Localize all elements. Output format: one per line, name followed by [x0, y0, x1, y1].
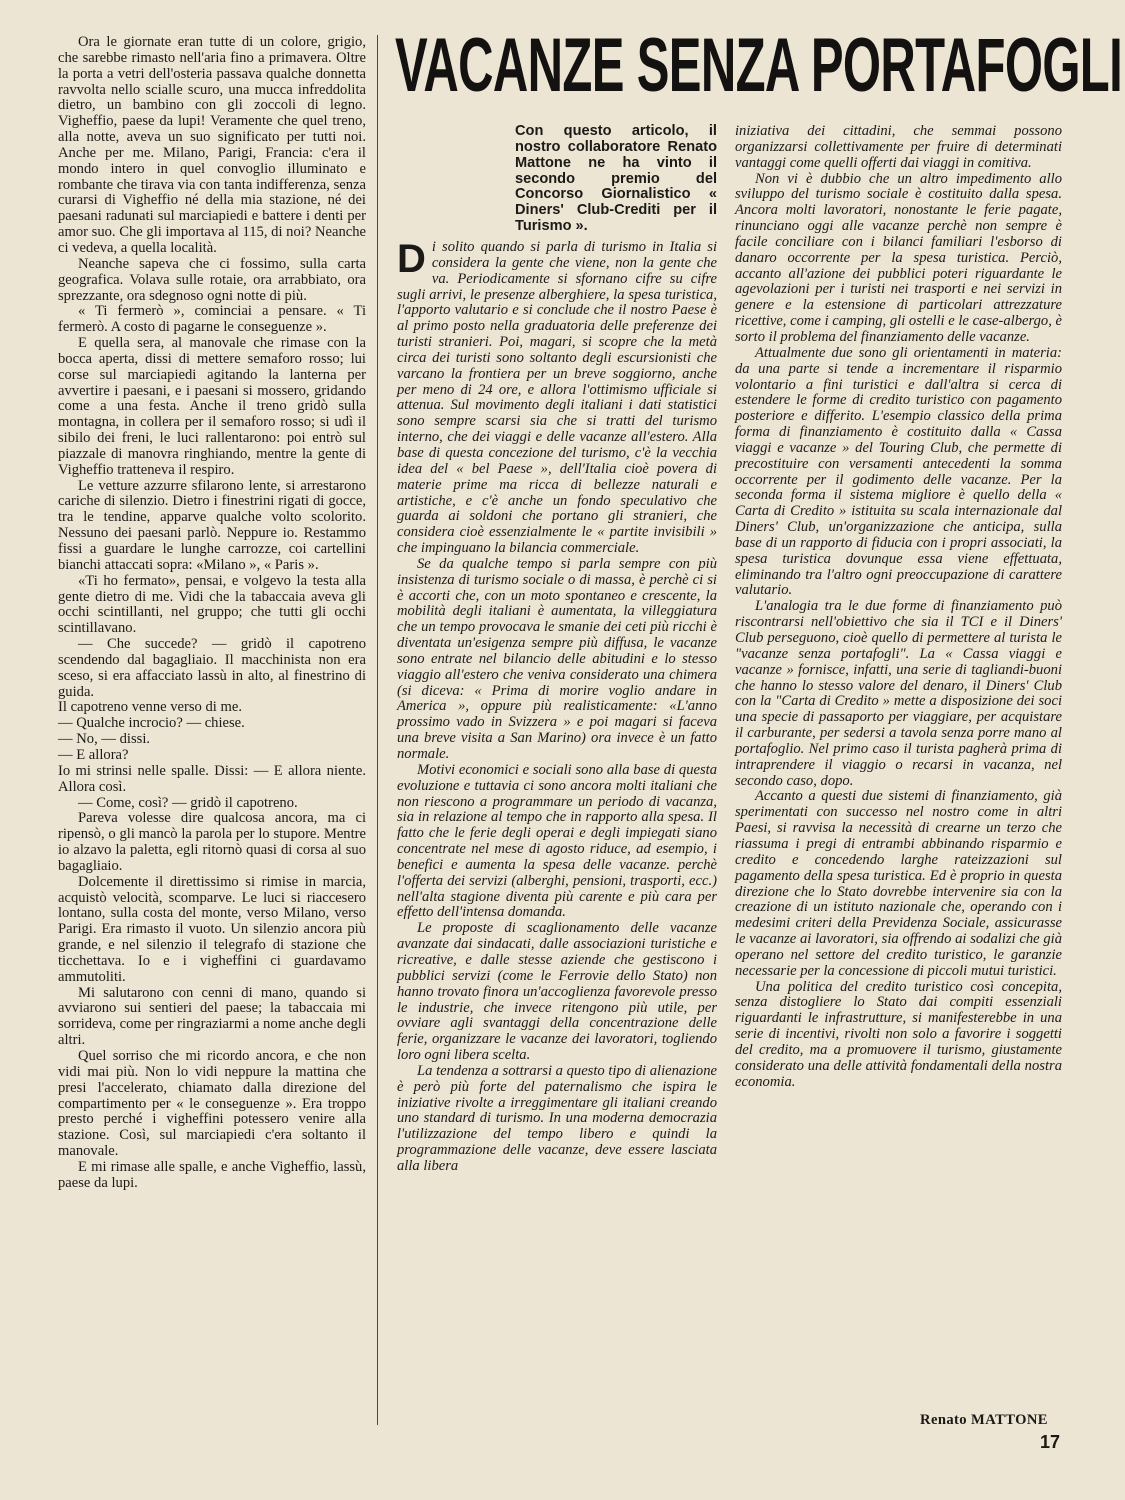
story-paragraph: — No, — dissi. [58, 731, 151, 748]
article-paragraph: Attualmente due sono gli orientamenti in materia: da una parte si tende a incrementare il risparmio volontario a fini turistici e dall'altra si cerca di estendere le forme di credito turistico con pagamento posteriore e differito. L'esempio classico della prima forma di finanziamento è costituito dalla « Cassa viaggi e vacanze » del Touring Club, che permette di precostituire con versamenti antecedenti la somma occorrente per il godimento delle vacanze. Per la seconda forma il sistema migliore è quello della « Carta di Credito » istituita su scala internazionale dal Diners' Club, un'organizzazione che anticipa, sulla base di un rapporto di fiducia con i propri associati, la spesa turistica dovunque essa viene effettuata, eliminando tra l'altro ogni preoccupazione di carattere valutario. [735, 344, 1062, 599]
article-paragraph: Motivi economici e sociali sono alla base di questa evoluzione e tuttavia ci sono ancora molti italiani che non riescono a programmare un periodo di vacanza, sia in relazione al tempo che in rapporto alla spesa. Il fatto che le ferie degli operai e degli impiegati siano concentrate nel mese di agosto riduce, ad esempio, i benefici e aumenta la spesa delle vacanze. perchè l'offerta dei servizi (alberghi, pensioni, trasporti, ecc.) nell'alta stagione diventa più carente e più cara per effetto dell'intensa domanda. [397, 761, 717, 921]
article-paragraph: Accanto a questi due sistemi di finanziamento, già sperimentati con successo nel nostro come in altri Paesi, si ravvisa la necessità di crearne un terzo che riassuma i pregi di entrambi abbinando risparmio e credito e concedendo larghe rateizzazioni sul pagamento della spesa turistica. Ed è proprio in questa direzione che lo Stato dovrebbe intervenire sia con la creazione di un istituto nazionale che, operando con i medesimi criteri della Previdenza Sociale, assicurasse le vacanze ai lavoratori, sia offrendo ai sodalizi che già operano nel settore del credito turistico, le garanzie necessarie per la concessione di piccoli mutui turistici. [735, 788, 1062, 979]
story-paragraph: Le vetture azzurre sfilarono lente, si arrestarono cariche di silenzio. Dietro i finestrini rigati di gocce, tra le tendine, apparve qualche volto scolorito. Nessuno dei paesani parlò. Neppure io. Restammo fissi a guardare le lunghe carrozze, coi cartellini bianchi attaccati sopra: «Milano », « Paris ». [58, 477, 366, 573]
article-paragraph: Se da qualche tempo si parla sempre con più insistenza di turismo sociale o di massa, è perchè ci si è accorti che, con un moto spontaneo e crescente, la mobilità degli italiani è aumentata, la villeggiatura che un tempo provocava le smanie dei ceti più ricchi è diventata un'esigenza sempre più diffusa, le vacanze sono entrate nel bilancio delle abitudini e lo stesso viaggio all'estero che veniva considerato una chimera (si diceva: « Prima di morire voglio andare in America », oppure più realisticamente: «L'anno prossimo vado in Svizzera » e poi magari si faceva una breve visita a San Marino) ora invece è un fatto normale. [397, 555, 717, 762]
article-paragraph: Una politica del credito turistico così concepita, senza distogliere lo Stato dai compiti essenziali riguardanti le infrastrutture, si manifesterebbe in una serie di incentivi, rivolti non solo a favorire i soggetti del credito, ma a promuovere il turismo, giustamente considerato una delle attività fondamentali della nostra economia. [735, 978, 1062, 1090]
author-signature: Renato MATTONE [920, 1412, 1048, 1428]
drop-cap: D [397, 237, 426, 281]
column-divider [377, 35, 378, 1425]
story-paragraph: Il capotreno venne verso di me. [58, 699, 242, 716]
article-paragraph: L'analogia tra le due forme di finanziamento può riscontrarsi nell'obiettivo che sia il TCI e il Diners' Club perseguono, cioè quello di permettere al turista le "vacanze senza portafogli". La « Cassa viaggi e vacanze » fornisce, infatti, una serie di tagliandi-buoni che hanno lo stesso valore del denaro, il Diners' Club con la "Carta di Credito » mette a disposizione dei soci una specie di passaporto per viaggiare, per acquistare il carburante, per sedersi a tavola senza porre mano al portafoglio. Nel primo caso il turista pagherà prima di intraprendere il viaggio o recarsi in vacanza, nel secondo caso, dopo. [735, 598, 1062, 789]
story-paragraph: Quel sorriso che mi ricordo ancora, e che non vidi mai più. Non lo vidi neppure la mattina che presi l'accelerato, chiamato dalla direzione del compartimento per « le conseguenze ». Era troppo presto perché i vigheffini potessero venire alla stazione. Così, sul marciapiedi c'era soltanto il manovale. [58, 1048, 366, 1160]
article-paragraph: Le proposte di scaglionamento delle vacanze avanzate dai sindacati, dalle associazioni turistiche e ricreative, e dalle stesse aziende che gestiscono i pubblici servizi (come le Ferrovie dello Stato) non hanno trovato finora un'accoglienza favorevole presso le industrie, che invece ritengono più utile, per ovviare agli svantaggi della concentrazione delle ferie, organizzare le vacanze dei lavoratori, togliendo loro ogni libera scelta. [397, 920, 717, 1064]
story-paragraph: — Qualche incrocio? — chiese. [58, 715, 245, 732]
story-paragraph: — E allora? [58, 746, 129, 763]
article-headline: VACANZE SENZA PORTAFOGLI [395, 23, 1123, 108]
story-paragraph: Io mi strinsi nelle spalle. Dissi: — E allora niente. Allora così. [58, 762, 366, 795]
story-paragraph: Pareva volesse dire qualcosa ancora, ma ci ripensò, o gli mancò la parola per lo stupore. Mentre io alzavo la paletta, egli ritornò quasi di corsa al suo bagagliaio. [58, 810, 366, 874]
story-paragraph: E quella sera, al manovale che rimase con la bocca aperta, dissi di mettere semaforo rosso; lui corse sul marciapiedi agitando la lanterna per avvertire i paesani, e i paesani si mossero, gridando come a una festa. Anche il treno gridò sulla montagna, in collera per il semaforo rosso; si udì il sibilo dei freni, le luci rallentarono: poi entrò sul piazzale di manovra ringhiando, mentre la gente di Vigheffio tratteneva il respiro. [58, 335, 366, 478]
article-paragraph [397, 237, 717, 557]
story-paragraph: «Ti ho fermato», pensai, e volgevo la testa alla gente dietro di me. Vidi che la tabaccaia aveva gli occhi scintillanti, nel gruppo; che tutti gli occhi scintillavano. [58, 572, 366, 637]
story-paragraph: « Ti fermerò », cominciai a pensare. « Ti fermerò. A costo di pagarne le conseguenze ». [58, 303, 366, 336]
article-column-middle [397, 237, 717, 1175]
story-paragraph: E mi rimase alle spalle, e anche Vigheffio, lassù, paese da lupi. [58, 1158, 366, 1191]
page-number: 17 [1040, 1432, 1061, 1452]
story-paragraph: — Che succede? — gridò il capotreno scendendo dal bagagliaio. Il macchinista non era sceso, si era affacciato lassù in alto, al finestrino di guida. [58, 636, 366, 700]
article-column-right [735, 124, 1062, 1090]
story-paragraph: Ora le giornate eran tutte di un colore, grigio, che sarebbe rimasto nell'aria fino a primavera. Oltre la porta a vetri dell'osteria passava qualche donnetta ravvolta nello scialle scuro, una mucca infreddolita dietro, un bambino con gli zoccoli di legno. Vigheffio, paese da lupi! Veramente che quel treno, alla notte, aveva un suo significato per tutti noi. Anche per me. Milano, Parigi, Francia: c'era il mondo intero in quel convoglio illuminato e rombante che tirava via con tanta indifferenza, senza curarsi di Vigheffio né della mia stazione, né dei paesani radunati sul marciapiedi e battere i denti per amor suo. Che gli importava al 115, di noi? Neanche ci vedeva, a quella località. [58, 34, 366, 256]
article-paragraph: Non vi è dubbio che un altro impedimento allo sviluppo del turismo sociale è costituito dalla spesa. Ancora molti lavoratori, nonostante le ferie pagate, rinunciano oggi alle vacanze perchè non sempre è facile conciliare con i bilanci familiari l'esborso di danaro occorrente per la spesa turistica. Perciò, accanto all'azione dei pubblici poteri riguardante le agevolazioni per i turisti nei trasporti e nei servizi in genere e la estensione di particolari attrezzature ricettive, come i camping, gli ostelli e le case-albergo, è sorto il problema del finanziamento delle vacanze. [735, 170, 1062, 345]
article-intro: Con questo articolo, il nostro collaboratore Renato Mattone ne ha vinto il secondo premio del Concorso Giornalistico « Diners' Club-Crediti per il Turismo ». [515, 123, 717, 235]
article-first-text: i solito quando si parla di turismo in Italia si considera la gente che viene, non la gente che va. Periodicamente si sfornano cifre su cifre sugli arrivi, le presenze alberghiere, la spesa turistica, l'apporto valutario e si conclude che il nostro Paese è al primo posto nella graduatoria delle preferenze dei turisti stranieri. Poi, magari, si scopre che la metà circa dei turisti sono soltanto degli escursionisti che varcano la frontiera per un breve soggiorno, anche per meno di 24 ore, e allora l'ottimismo ufficiale si attenua. Sul movimento degli italiani i dati statistici sono sempre scarsi sia che si tratti del turismo interno, che dei viaggi e delle vacanze all'estero. Alla base di questa concezione del turismo, c'è la vecchia idea del « bel Paese », dell'Italia cioè povera di materie prime ma ricca di bellezze naturali e artistiche, e c'è anche un fondo speculativo che guarda ai soldoni che portano gli stranieri, che considera cioè essenzialmente le « partite invisibili » che impinguano la bilancia commerciale. [397, 239, 717, 557]
story-column [58, 35, 366, 1192]
story-paragraph: Neanche sapeva che ci fossimo, sulla carta geografica. Volava sulle rotaie, ora arrabbiato, ora sprezzante, ora sdegnoso ogni notte di più. [58, 255, 366, 304]
article-paragraph: iniziativa dei cittadini, che semmai possono organizzarsi collettivamente per fruire di determinati vantaggi come quelli offerti dai viaggi in comitiva. [735, 123, 1062, 171]
story-paragraph: Mi salutarono con cenni di mano, quando si avviarono sui sentieri del paese; la tabaccaia mi sorrideva, come per ringraziarmi a nome anche degli altri. [58, 984, 366, 1049]
article-paragraph: La tendenza a sottrarsi a questo tipo di alienazione è però più forte del paternalismo che ispira le iniziative rivolte a irreggimentare gli italiani creando uno standard di turismo. In una moderna democrazia l'utilizzazione del tempo libero e quindi la programmazione delle vacanze, deve essere lasciata alla libera [397, 1062, 717, 1174]
story-paragraph: Dolcemente il direttissimo si rimise in marcia, acquistò velocità, scomparve. Le luci si riaccesero lontano, sulla costa del monte, verso Milano, verso Parigi. Era rimasto il vuoto. Un silenzio ancora più grande, e nel silenzio il telegrafo di stazione che ticchettava. Io e i vigheffini ci guardavamo ammutoliti. [58, 873, 366, 985]
story-paragraph: — Come, così? — gridò il capotreno. [78, 794, 298, 811]
